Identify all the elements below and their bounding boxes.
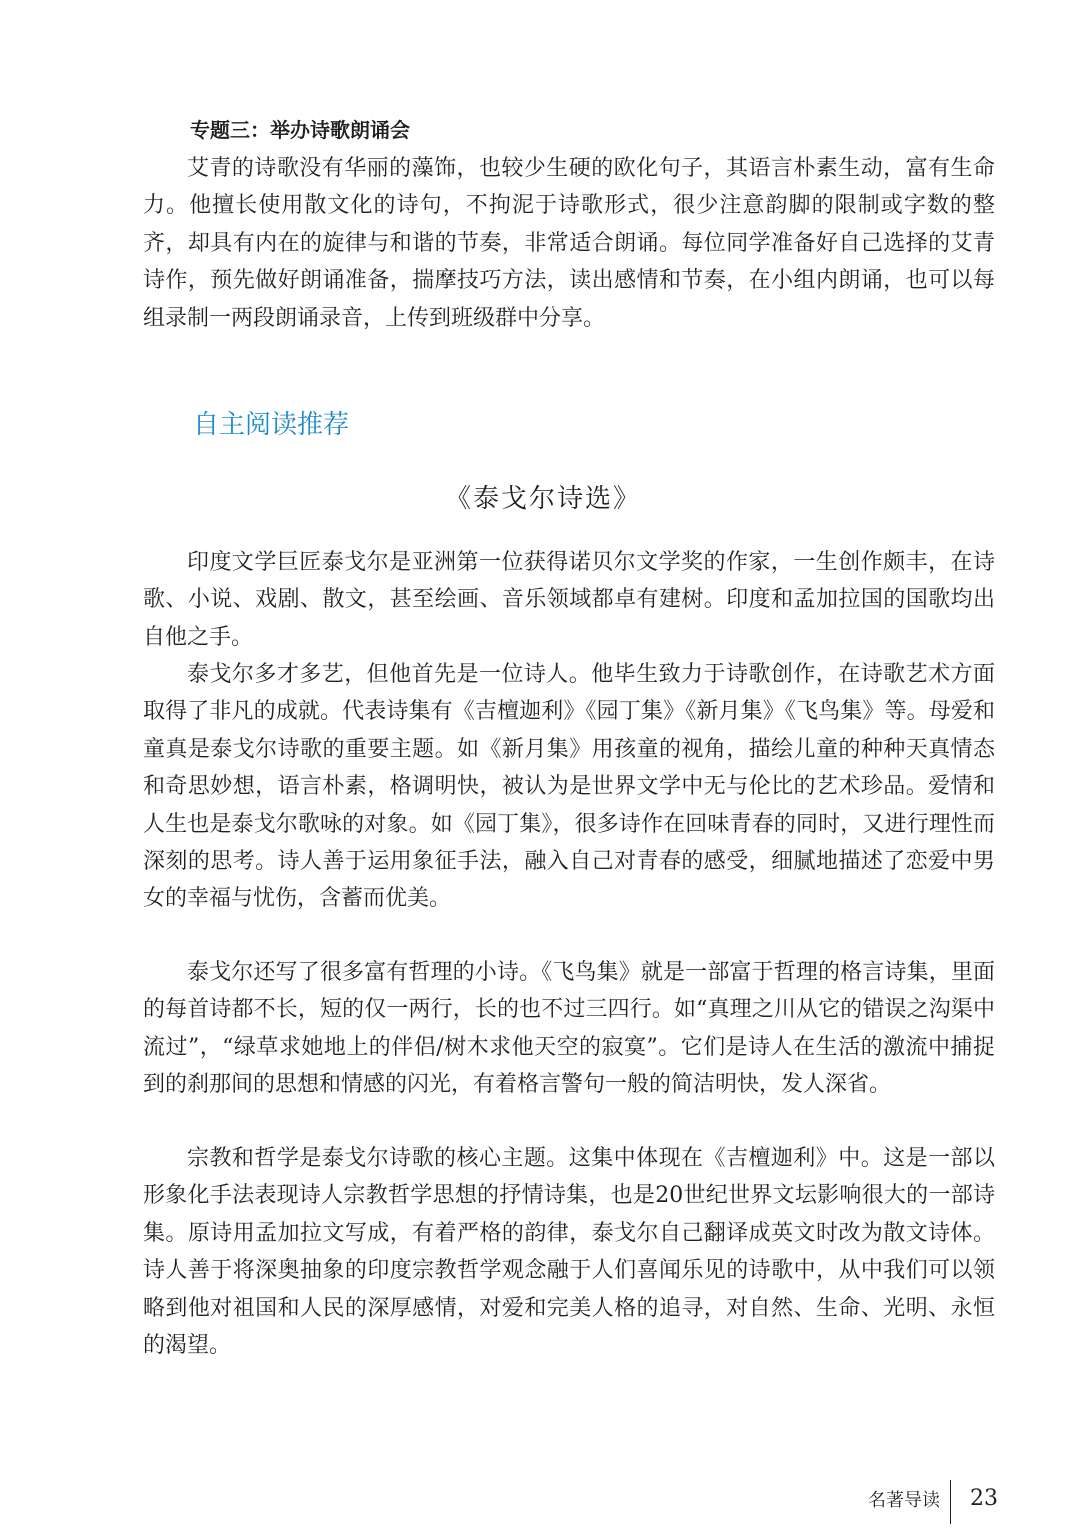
body-paragraph-4: 宗教和哲学是泰戈尔诗歌的核心主题。这集中体现在《吉檀迦利》中。这是一部以形象化手法表现诗人宗教哲学思想的抒情诗集，也是20世纪世界文坛影响很大的一部诗集。原诗用孟加拉文写成，有着严格的韵律，泰戈尔自己翻译成英文时改为散文诗体。诗人善于将深奥抽象的印度宗教哲学观念融于人们喜闻乐见的诗歌中，从中我们可以领略到他对祖国和人民的深厚感情，对爱和完美人格的追寻，对自然、生命、光明、永恒的渴望。 [143, 1146, 995, 1359]
body-paragraph-2: 泰戈尔多才多艺，但他首先是一位诗人。他毕生致力于诗歌创作，在诗歌艺术方面取得了非凡的成就。代表诗集有《吉檀迦利》《园丁集》《新月集》《飞鸟集》等。母爱和童真是泰戈尔诗歌的重要主题。如《新月集》用孩童的视角，描绘儿童的种种天真情态和奇思妙想，语言朴素，格调明快，被认为是世界文学中无与伦比的艺术珍品。爱情和人生也是泰戈尔歌咏的对象。如《园丁集》，很多诗作在回味青春的同时，又进行理性而深刻的思考。诗人善于运用象征手法，融入自己对青春的感受，细腻地描述了恋爱中男女的幸福与忧伤，含蓄而优美。 [143, 662, 995, 912]
footer-divider [950, 1480, 951, 1524]
section-heading: 自主阅读推荐 [193, 410, 350, 440]
footer-book-label: 名著导读 [868, 1490, 940, 1511]
body-paragraph-1: 印度文学巨匠泰戈尔是亚洲第一位获得诺贝尔文学奖的作家，一生创作颇丰，在诗歌、小说、戏剧、散文，甚至绘画、音乐领域都卓有建树。印度和孟加拉国的国歌均出自他之手。 [143, 550, 995, 650]
book-title: 《泰戈尔诗选》 [444, 484, 641, 514]
body-paragraph-3: 泰戈尔还写了很多富有哲理的小诗。《飞鸟集》就是一部富于哲理的格言诗集，里面的每首诗都不长，短的仅一两行，长的也不过三四行。如“真理之川从它的错误之沟渠中流过”，“绿草求她地上的伴侣/树木求他天空的寂寞”。它们是诗人在生活的激流中捕捉到的刹那间的思想和情感的闪光，有着格言警句一般的简洁明快，发人深省。 [143, 960, 995, 1098]
page-number: 23 [970, 1486, 998, 1511]
topic-heading: 专题三：举办诗歌朗诵会 [190, 118, 410, 142]
topic-paragraph: 艾青的诗歌没有华丽的藻饰，也较少生硬的欧化句子，其语言朴素生动，富有生命力。他擅长使用散文化的诗句，不拘泥于诗歌形式，很少注意韵脚的限制或字数的整齐，却具有内在的旋律与和谐的节奏，非常适合朗诵。每位同学准备好自己选择的艾青诗作，预先做好朗诵准备，揣摩技巧方法，读出感情和节奏，在小组内朗诵，也可以每组录制一两段朗诵录音，上传到班级群中分享。 [143, 156, 995, 331]
